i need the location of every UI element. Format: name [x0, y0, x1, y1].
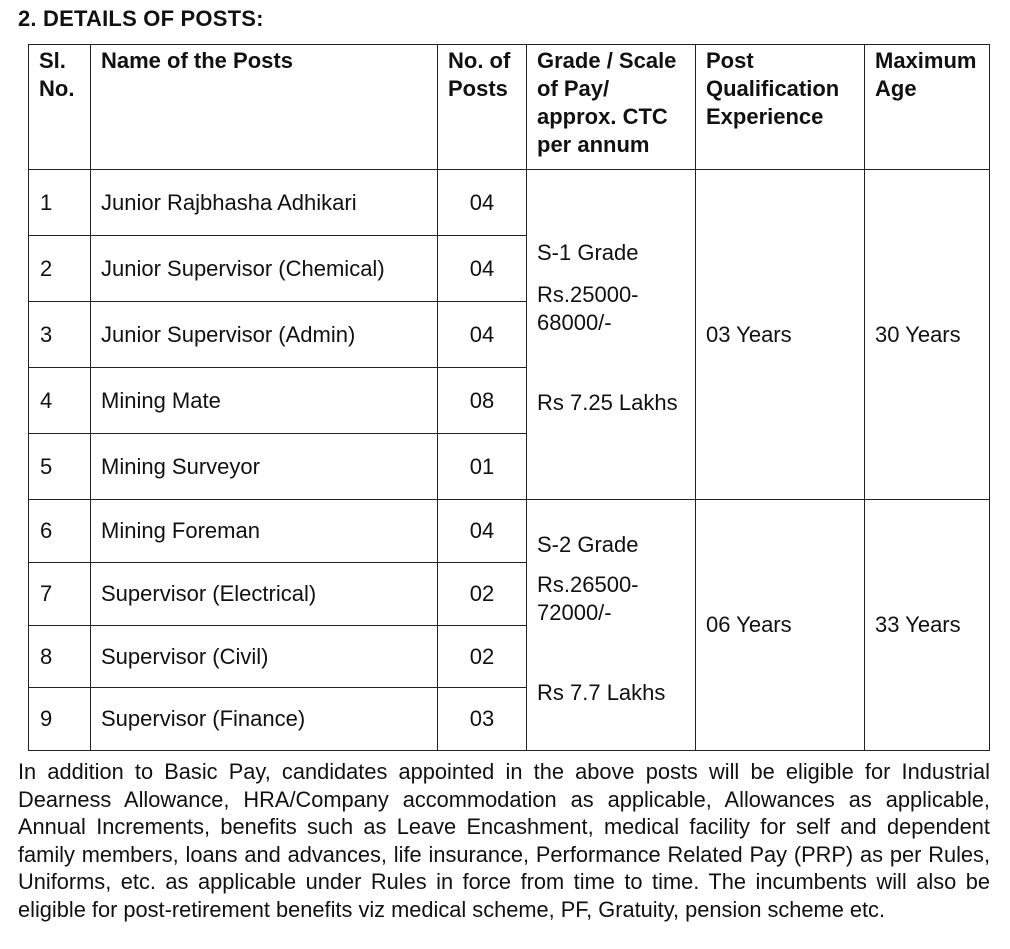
experience-cell: 06 Years — [696, 500, 865, 751]
table-row — [29, 170, 990, 236]
post-name-cell: Mining Mate — [91, 368, 438, 434]
header-grade: Grade / Scale of Pay/ approx. CTC per annum — [527, 45, 696, 170]
sl-no-cell: 4 — [29, 368, 91, 434]
sl-no-cell: 9 — [29, 688, 91, 751]
post-count-cell: 04 — [438, 500, 527, 563]
post-name-cell: Junior Rajbhasha Adhikari — [91, 170, 438, 236]
grade-cell-s1 — [527, 170, 696, 500]
age-cell: 33 Years — [865, 500, 990, 751]
post-name-cell: Junior Supervisor (Chemical) — [91, 236, 438, 302]
post-name-cell: Mining Surveyor — [91, 434, 438, 500]
post-count-cell: 01 — [438, 434, 527, 500]
scale-line2: 72000/- — [537, 600, 612, 625]
table-row — [29, 500, 990, 563]
post-count-cell: 04 — [438, 236, 527, 302]
experience-cell: 03 Years — [696, 170, 865, 500]
post-count-cell: 04 — [438, 302, 527, 368]
scale-line1: Rs.26500- — [537, 572, 639, 597]
sl-no-cell: 1 — [29, 170, 91, 236]
grade-cell-s2 — [527, 500, 696, 751]
header-count: No. of Posts — [438, 45, 527, 170]
post-count-cell: 04 — [438, 170, 527, 236]
grade-label: S-1 Grade — [537, 240, 639, 265]
header-experience: Post Qualification Experience — [696, 45, 865, 170]
post-name-cell: Supervisor (Civil) — [91, 626, 438, 688]
sl-no-cell: 3 — [29, 302, 91, 368]
post-name-cell: Junior Supervisor (Admin) — [91, 302, 438, 368]
post-count-cell: 08 — [438, 368, 527, 434]
section-heading: 2. DETAILS OF POSTS: — [18, 6, 264, 31]
header-age: Maximum Age — [865, 45, 990, 170]
benefits-note: In addition to Basic Pay, candidates appointed in the above posts will be eligible for Industrial Dearness Allowance, HRA/Company accommodation as applicable, Allowances as applicable, Annual Increments, benefits such as Leave Encashment, medical facility for self and dependent family members, loans and advances, life insurance, Performance Related Pay (PRP) as per Rules, Uniforms, etc. as applicable under Rules in force from time to time. The incumbents will also be eligible for post-retirement benefits viz medical scheme, PF, Gratuity, pension scheme etc. — [18, 759, 990, 922]
scale-line2: 68000/- — [537, 310, 612, 335]
ctc-value: Rs 7.7 Lakhs — [537, 680, 666, 705]
header-name: Name of the Posts — [91, 45, 438, 170]
sl-no-cell: 2 — [29, 236, 91, 302]
post-name-cell: Mining Foreman — [91, 500, 438, 563]
post-count-cell: 03 — [438, 688, 527, 751]
header-sl-no: Sl. No. — [29, 45, 91, 170]
post-name-cell: Supervisor (Finance) — [91, 688, 438, 751]
header-row — [29, 45, 990, 170]
age-cell: 30 Years — [865, 170, 990, 500]
post-count-cell: 02 — [438, 563, 527, 626]
ctc-value: Rs 7.25 Lakhs — [537, 390, 678, 415]
sl-no-cell: 7 — [29, 563, 91, 626]
sl-no-cell: 8 — [29, 626, 91, 688]
sl-no-cell: 6 — [29, 500, 91, 563]
grade-label: S-2 Grade — [537, 532, 639, 557]
posts-table — [28, 44, 990, 751]
post-count-cell: 02 — [438, 626, 527, 688]
sl-no-cell: 5 — [29, 434, 91, 500]
scale-line1: Rs.25000- — [537, 282, 639, 307]
post-name-cell: Supervisor (Electrical) — [91, 563, 438, 626]
